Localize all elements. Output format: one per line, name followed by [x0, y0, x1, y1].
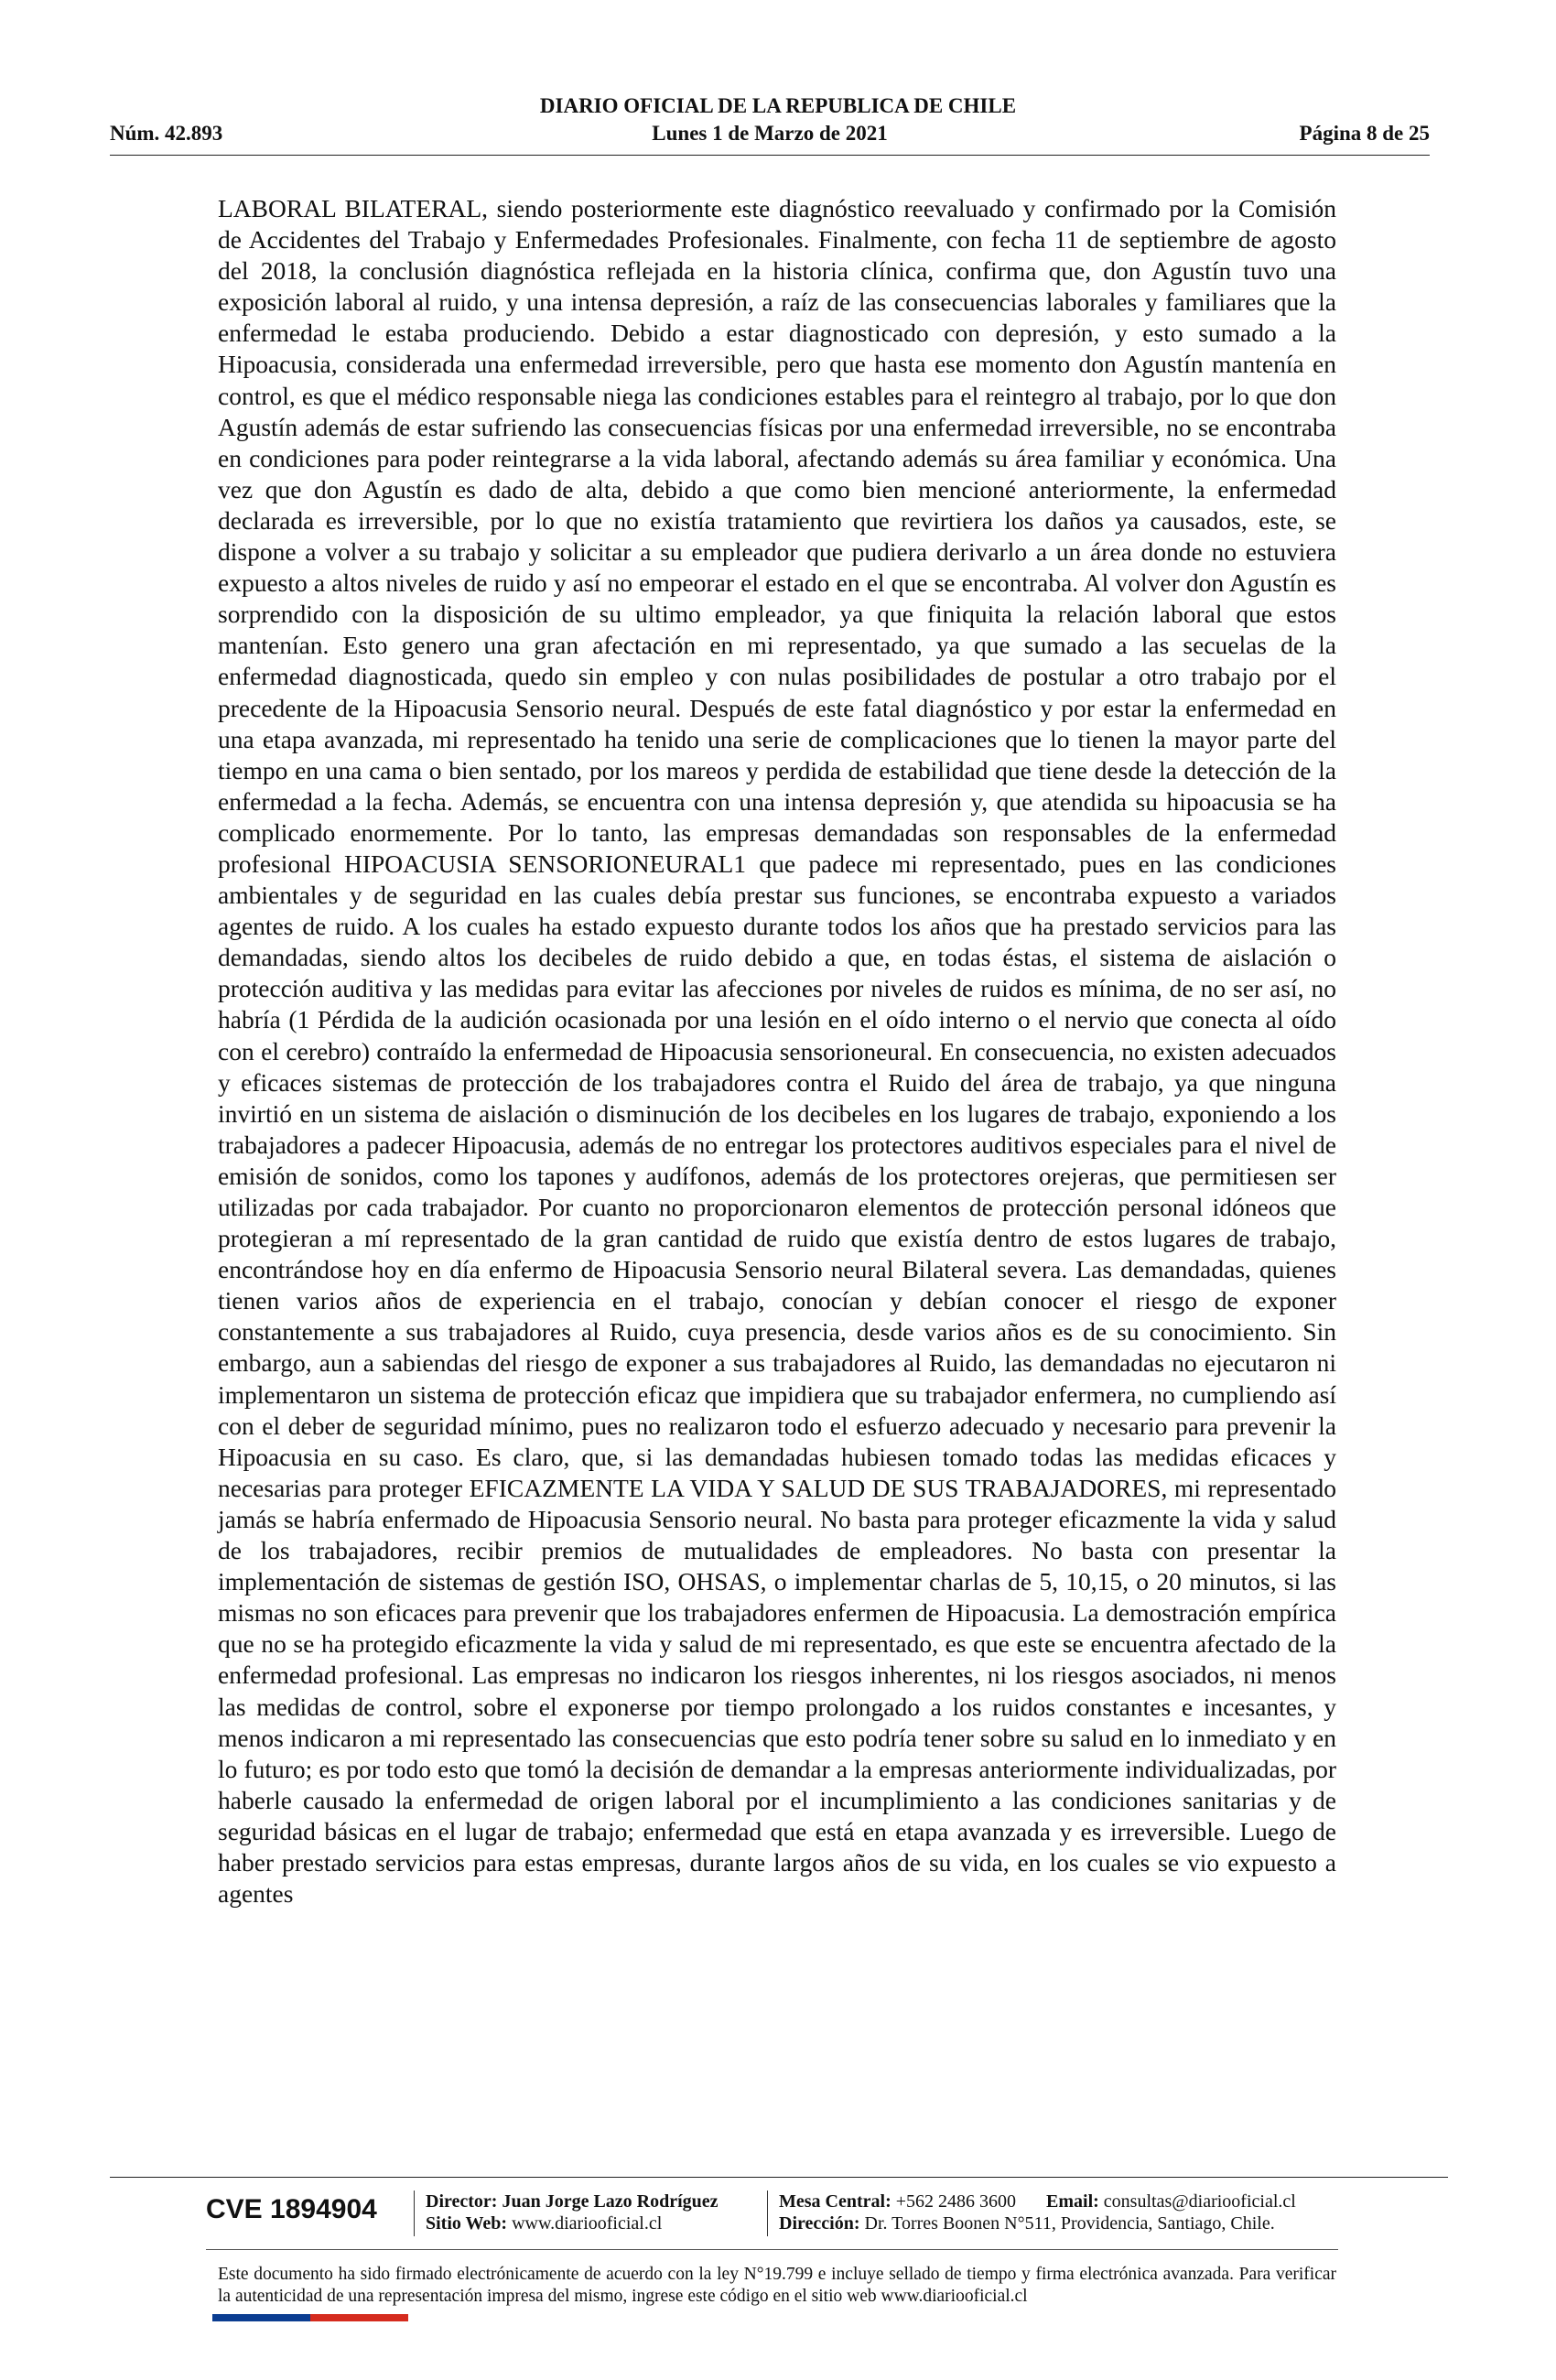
- website-link[interactable]: www.diariooficial.cl: [512, 2213, 663, 2234]
- page-header-row: [110, 122, 1430, 149]
- director-name: Juan Jorge Lazo Rodríguez: [502, 2191, 719, 2212]
- footer-inner-divider: [206, 2249, 1338, 2250]
- issue-date: Lunes 1 de Marzo de 2021: [652, 122, 888, 145]
- footer-director-block: [414, 2191, 719, 2236]
- document-body: [218, 193, 1336, 1909]
- phone-label: Mesa Central:: [779, 2191, 891, 2212]
- issue-number: Núm. 42.893: [110, 122, 223, 145]
- flag-color-bar: [212, 2314, 408, 2321]
- signature-notice: Este documento ha sido firmado electrónicamente de acuerdo con la ley N°19.799 e incluye sellado de tiempo y firma electrónica avanzada. Para verificar la autenticidad de una representación impresa del mismo, ingrese este código en el sitio web www.diariooficial.cl: [218, 2265, 1336, 2306]
- address-text: Dr. Torres Boonen N°511, Providencia, Santiago, Chile.: [864, 2213, 1275, 2234]
- director-label: Director:: [426, 2191, 498, 2212]
- phone-number: +562 2486 3600: [895, 2191, 1017, 2212]
- email-link[interactable]: consultas@diariooficial.cl: [1103, 2191, 1296, 2212]
- cve-code: CVE 1894904: [206, 2194, 377, 2224]
- flag-red-segment: [310, 2314, 408, 2321]
- body-paragraph: LABORAL BILATERAL, siendo posteriormente este diagnóstico reevaluado y confirmado por la Comisión de Accidentes del Trabajo y Enfermedades Profesionales. Finalmente, con fecha 11 de septiembre de agosto del 2018, la conclusión diagnóstica reflejada en la historia clínica, confirma que, don Agustín tuvo una exposición laboral al ruido, y una intensa depresión, a raíz de las consecuencias laborales y familiares que la enfermedad le estaba produciendo. Debido a estar diagnosticado con depresión, y esto sumado a la Hipoacusia, considerada una enfermedad irreversible, pero que hasta ese momento don Agustín mantenía en control, es que el médico responsable niega las condiciones estables para el reintegro al trabajo, por lo que don Agustín además de estar sufriendo las consecuencias físicas por una enfermedad irreversible, no se encontraba en condiciones para poder reintegrarse a la vida laboral, afectando además su área familiar y económica. Una vez que don Agustín es dado de alta, debido a que como bien mencioné anteriormente, la enfermedad declarada es irreversible, por lo que no existía tratamiento que revirtiera los daños ya causados, este, se dispone a volver a su trabajo y solicitar a su empleador que pudiera derivarlo a un área donde no estuviera expuesto a altos niveles de ruido y así no empeorar el estado en el que se encontraba. Al volver don Agustín es sorprendido con la disposición de su ultimo empleador, ya que finiquita la relación laboral que estos mantenían. Esto genero una gran afectación en mi representado, ya que sumado a las secuelas de la enfermedad diagnosticada, quedo sin empleo y con nulas posibilidades de postular a otro trabajo por el precedente de la Hipoacusia Sensorio neural. Después de este fatal diagnóstico y por estar la enfermedad en una etapa avanzada, mi representado ha tenido una serie de complicaciones que lo tienen la mayor parte del tiempo en una cama o bien sentado, por los mareos y perdida de estabilidad que tiene desde la detección de la enfermedad a la fecha. Además, se encuentra con una intensa depresión y, que atendida su hipoacusia se ha complicado enormemente. Por lo tanto, las empresas demandadas son responsables de la enfermedad profesional HIPOACUSIA SENSORIONEURAL1 que padece mi representado, pues en las condiciones ambientales y de seguridad en las cuales debía prestar sus funciones, se encontraba expuesto a variados agentes de ruido. A los cuales ha estado expuesto durante todos los años que ha prestado servicios para las demandadas, siendo altos los decibeles de ruido debido a que, en todas éstas, el sistema de aislación o protección auditiva y las medidas para evitar las afecciones por niveles de ruidos es mínima, de no ser así, no habría (1 Pérdida de la audición ocasionada por una lesión en el oído interno o el nervio que conecta al oído con el cerebro) contraído la enfermedad de Hipoacusia sensorioneural. En consecuencia, no existen adecuados y eficaces sistemas de protección de los trabajadores contra el Ruido del área de trabajo, ya que ninguna invirtió en un sistema de aislación o disminución de los decibeles en los lugares de trabajo, exponiendo a los trabajadores a padecer Hipoacusia, además de no entregar los protectores auditivos especiales para el nivel de emisión de sonidos, como los tapones y audífonos, además de los protectores orejeras, que permitiesen ser utilizadas por cada trabajador. Por cuanto no proporcionaron elementos de protección personal idóneos que protegieran a mí representado de la gran cantidad de ruido que existía dentro de estos lugares de trabajo, encontrándose hoy en día enfermo de Hipoacusia Sensorio neural Bilateral severa. Las demandadas, quienes tienen varios años de experiencia en el trabajo, conocían y debían conocer el riesgo de exponer constantemente a sus trabajadores al Ruido, cuya presencia, desde varios años es de su conocimiento. Sin embargo, aun a sabiendas del riesgo de exponer a sus trabajadores al Ruido, las demandadas no ejecutaron ni implementaron un sistema de protección eficaz que impidiera que su trabajador enfermera, no cumpliendo así con el deber de seguridad mínimo, pues no realizaron todo el esfuerzo adecuado y necesario para prevenir la Hipoacusia en su caso. Es claro, que, si las demandadas hubiesen tomado todas las medidas eficaces y necesarias para proteger EFICAZMENTE LA VIDA Y SALUD DE SUS TRABAJADORES, mi representado jamás se habría enfermado de Hipoacusia Sensorio neural. No basta para proteger eficazmente la vida y salud de los trabajadores, recibir premios de mutualidades de empleadores. No basta con presentar la implementación de sistemas de gestión ISO, OHSAS, o implementar charlas de 5, 10,15, o 20 minutos, si las mismas no son eficaces para prevenir que los trabajadores enfermen de Hipoacusia. La demostración empírica que no se ha protegido eficazmente la vida y salud de mi representado, es que este se encuentra afectado de la enfermedad profesional. Las empresas no indicaron los riesgos inherentes, ni los riesgos asociados, ni menos las medidas de control, sobre el exponerse por tiempo prolongado a los ruidos constantes e incesantes, y menos indicaron a mi representado las consecuencias que esto podría tener sobre su salud en lo inmediato y en lo futuro; es por todo esto que tomó la decisión de demandar a la empresas anteriormente individualizadas, por haberle causado la enfermedad de origen laboral por el incumplimiento a las condiciones sanitarias y de seguridad básicas en el lugar de trabajo; enfermedad que está en etapa avanzada y es irreversible. Luego de haber prestado servicios para estas empresas, durante largos años de su vida, en los cuales se vio expuesto a agentes: [218, 194, 1336, 1909]
- website-label: Sitio Web:: [426, 2213, 508, 2234]
- header-divider: [110, 155, 1430, 156]
- gazette-title: DIARIO OFICIAL DE LA REPUBLICA DE CHILE: [539, 94, 1017, 117]
- flag-blue-segment: [212, 2314, 310, 2321]
- footer-divider: [110, 2177, 1448, 2178]
- page-indicator: Página 8 de 25: [1299, 122, 1430, 145]
- email-label: Email:: [1046, 2191, 1099, 2212]
- address-label: Dirección:: [779, 2213, 860, 2234]
- footer-contact-block: [767, 2191, 1296, 2236]
